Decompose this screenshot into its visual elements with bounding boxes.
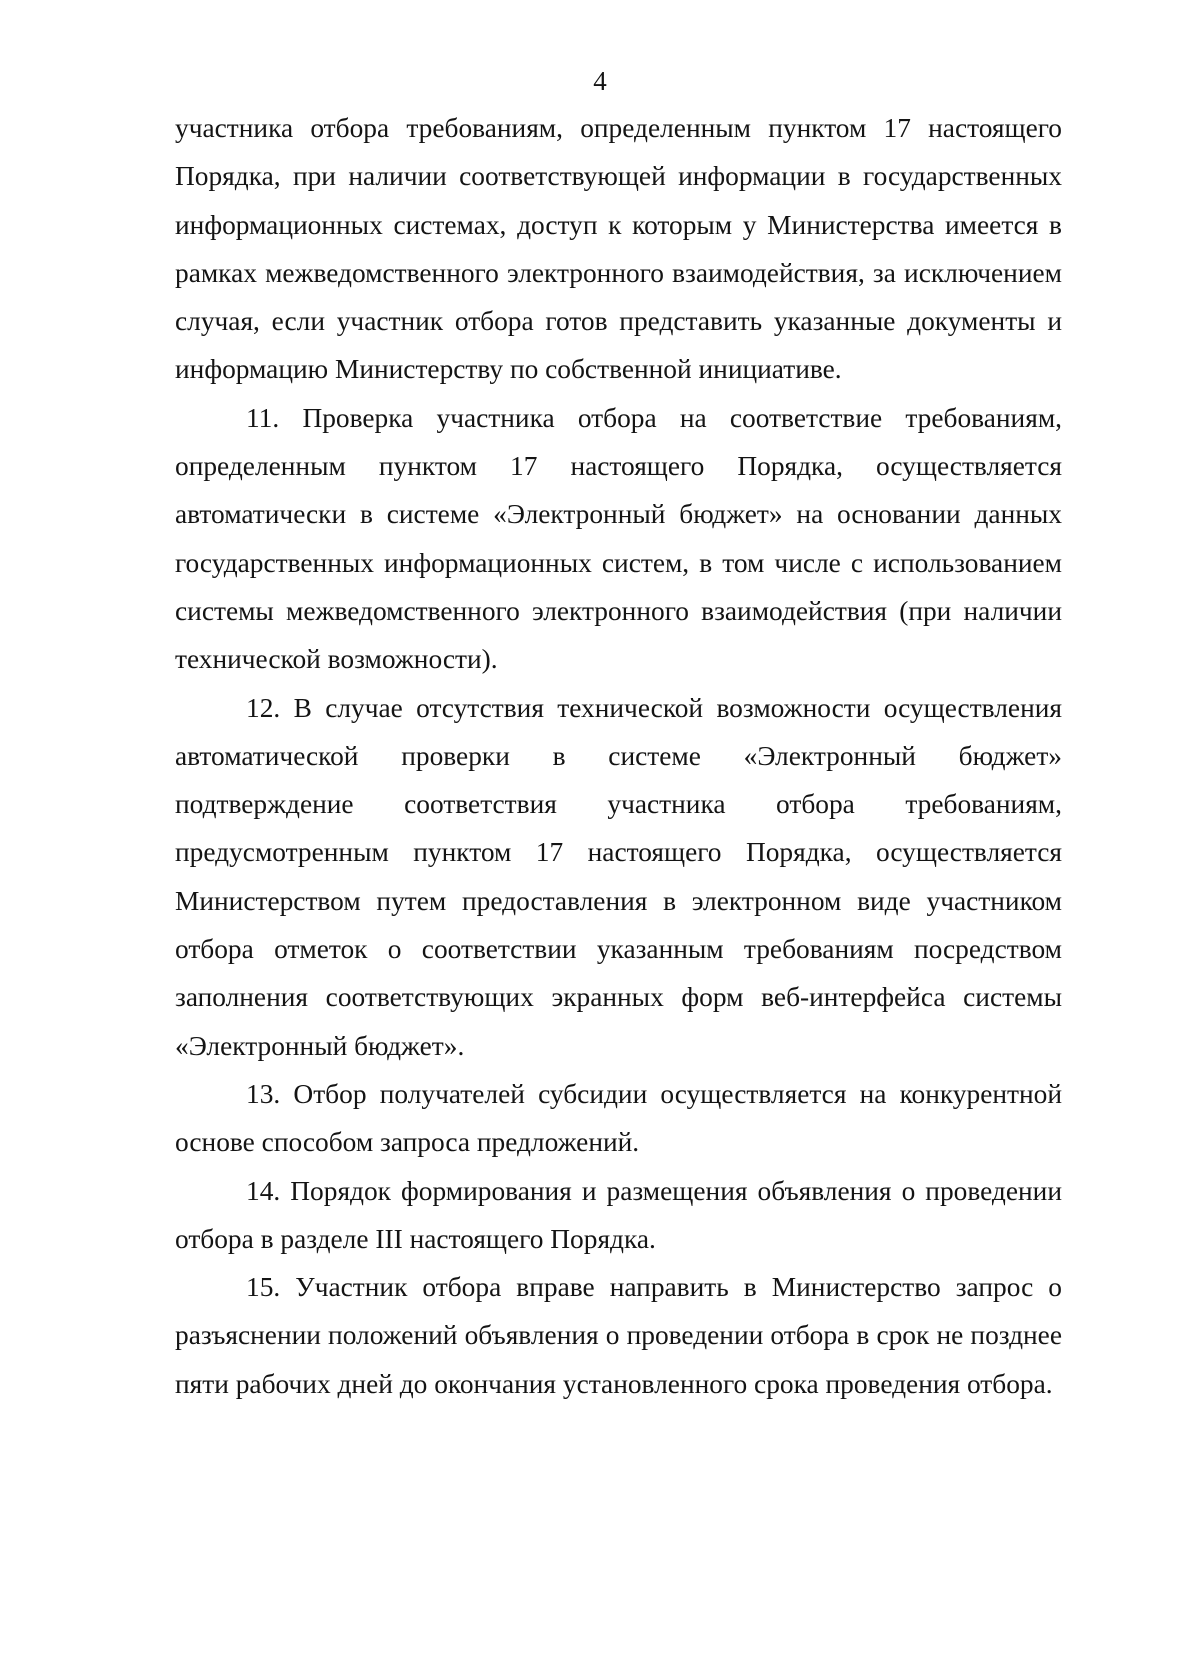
- paragraph-12: 12. В случае отсутствия технической возможности осуществления автоматической проверки в системе «Электронный бюджет» подтверждение соответствия участника отбора требованиям, предусмотренным пунктом 17 настоящего Порядка, осуществляется Министерством путем предоставления в электронном виде участником отбора отметок о соответствии указанным требованиям посредством заполнения соответствующих экранных форм веб-интерфейса системы «Электронный бюджет».: [175, 692, 1062, 1061]
- paragraph-continuation: участника отбора требованиям, определенным пунктом 17 настоящего Порядка, при наличии соответствующей информации в государственных информационных системах, доступ к которым у Министерства имеется в рамках межведомственного электронного взаимодействия, за исключением случая, если участник отбора готов представить указанные документы и информацию Министерству по собственной инициативе.: [175, 113, 1062, 385]
- paragraph-15: 15. Участник отбора вправе направить в Министерство запрос о разъяснении положений объявления о проведении отбора в срок не позднее пяти рабочих дней до окончания установленного срока проведения отбора.: [175, 1272, 1062, 1399]
- paragraph-13: 13. Отбор получателей субсидии осуществляется на конкурентной основе способом запроса предложений.: [175, 1078, 1062, 1158]
- page-number: 4: [593, 66, 607, 96]
- document-body: [175, 104, 1062, 1408]
- paragraph-11: 11. Проверка участника отбора на соответствие требованиям, определенным пунктом 17 настоящего Порядка, осуществляется автоматически в системе «Электронный бюджет» на основании данных государственных информационных систем, в том числе с использованием системы межведомственного электронного взаимодействия (при наличии технической возможности).: [175, 402, 1062, 675]
- paragraph-14: 14. Порядок формирования и размещения объявления о проведении отбора в разделе III настоящего Порядка.: [175, 1175, 1062, 1254]
